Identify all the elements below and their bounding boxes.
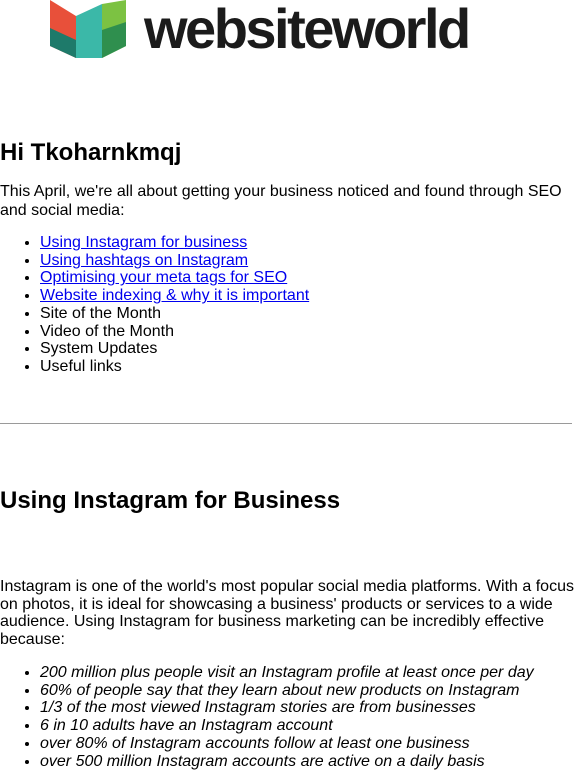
list-item: • 1/3 of the most viewed Instagram stories are from businesses bbox=[40, 699, 534, 717]
greeting-heading: Hi Tkoharnkmqj bbox=[0, 139, 182, 166]
list-item: • 60% of people say that they learn about new products on Instagram bbox=[40, 682, 534, 700]
intro-text: This April, we're all about getting your business noticed and found through SEO and social media: bbox=[0, 183, 562, 219]
toc-item-site-of-month: • Site of the Month bbox=[40, 305, 309, 323]
toc-item bbox=[40, 252, 309, 270]
brand-logo[interactable] bbox=[50, 0, 530, 62]
toc-item-useful-links: • Useful links bbox=[40, 358, 309, 376]
section-divider bbox=[0, 423, 572, 424]
list-item: • over 80% of Instagram accounts follow at least one business bbox=[40, 735, 534, 753]
list-item: • over 500 million Instagram accounts are active on a daily basis bbox=[40, 753, 534, 771]
toc-link-website-indexing[interactable]: Website indexing & why it is important bbox=[40, 287, 310, 305]
toc-item bbox=[40, 287, 309, 305]
section-title: Using Instagram for Business bbox=[0, 487, 341, 514]
toc-item-video-of-month: • Video of the Month bbox=[40, 323, 309, 341]
toc-item-system-updates: • System Updates bbox=[40, 340, 309, 358]
toc-item bbox=[40, 234, 309, 252]
section-body-text: Instagram is one of the world's most popular social media platforms. With a focus on photos, it is ideal for showcasing a business' products or services to a wide audience. Using Instagram for business marketing can be incredibly effective because: bbox=[0, 578, 574, 649]
toc-link-instagram-hashtags[interactable]: Using hashtags on Instagram bbox=[40, 251, 249, 269]
instagram-stats-list bbox=[0, 664, 534, 770]
toc-item bbox=[40, 269, 309, 287]
toc-link-meta-tags[interactable]: Optimising your meta tags for SEO bbox=[40, 269, 288, 287]
table-of-contents bbox=[0, 234, 309, 376]
brand-name: websiteworld bbox=[144, 0, 469, 60]
logo-mark-icon bbox=[50, 0, 128, 58]
list-item: • 6 in 10 adults have an Instagram account bbox=[40, 717, 534, 735]
list-item: • 200 million plus people visit an Instagram profile at least once per day bbox=[40, 664, 534, 682]
toc-link-instagram-business[interactable]: Using Instagram for business bbox=[40, 234, 248, 251]
